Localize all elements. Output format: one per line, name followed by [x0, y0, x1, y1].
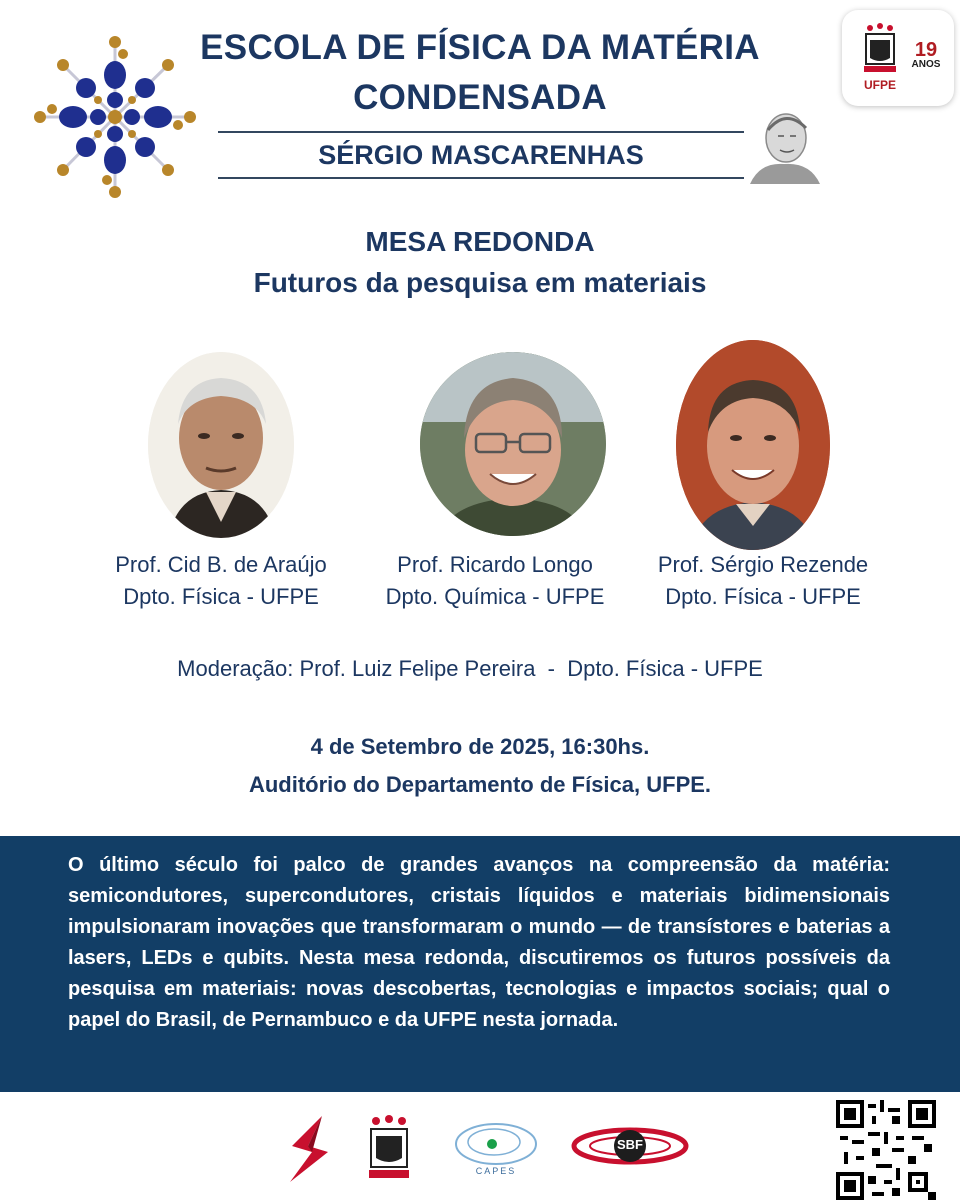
event-type: MESA REDONDA: [365, 226, 595, 257]
ufpe-crest-footer-icon: [366, 1114, 412, 1180]
speaker-photo-1: [148, 352, 294, 538]
speaker-photo-3: [676, 340, 830, 550]
speaker-1-name: Prof. Cid B. de Araújo: [115, 552, 327, 577]
speaker-2-dept: Dpto. Química - UFPE: [385, 584, 605, 609]
event-venue: Auditório do Departamento de Física, UFPE.: [248, 772, 712, 797]
ufpe-crest-icon: [862, 22, 898, 74]
description-text: O último século foi palco de grandes avanços na compreensão da matéria: semicondutores, supercondutores, cristais líquidos e materiais bidimensionais impulsionaram inovações que transformaram o mundo — de transístores e baterias a lasers, LEDs e qubits. Nesta mesa redonda, discutiremos os futuros possíveis da pesquisa em materiais: novas descobertas, tecnologias e impactos sociais; qual o papel do Brasil, de Pernambuco e da UFPE nesta jornada.: [68, 854, 890, 1031]
anniversary-number: 19: [914, 39, 938, 61]
divider-bottom: [218, 177, 744, 179]
speaker-2-name: Prof. Ricardo Longo: [397, 552, 593, 577]
red-s-logo-icon: [282, 1112, 338, 1186]
speaker-1-dept: Dpto. Física - UFPE: [123, 584, 319, 609]
school-title-line2: CONDENSADA: [353, 78, 607, 117]
sbf-label: SBF: [617, 1137, 643, 1152]
honoree-sketch-portrait: [744, 106, 824, 184]
event-title: Futuros da pesquisa em materiais: [253, 267, 707, 298]
anniversary-label: ANOS: [911, 59, 941, 70]
speaker-3-dept: Dpto. Física - UFPE: [665, 584, 861, 609]
moderation-line: Moderação: Prof. Luiz Felipe Pereira - Dpto. Física - UFPE: [177, 656, 763, 681]
speaker-3-name: Prof. Sérgio Rezende: [657, 552, 869, 577]
event-date: 4 de Setembro de 2025, 16:30hs.: [310, 734, 650, 759]
school-title-line1: ESCOLA DE FÍSICA DA MATÉRIA: [200, 28, 760, 67]
capes-label: CAPES: [475, 1166, 517, 1176]
school-subtitle: SÉRGIO MASCARENHAS: [318, 140, 644, 170]
qr-code-icon[interactable]: [836, 1100, 936, 1200]
divider-top: [218, 131, 744, 133]
ufpe-badge-label: UFPE: [863, 78, 896, 92]
speaker-photo-2: [420, 352, 606, 536]
